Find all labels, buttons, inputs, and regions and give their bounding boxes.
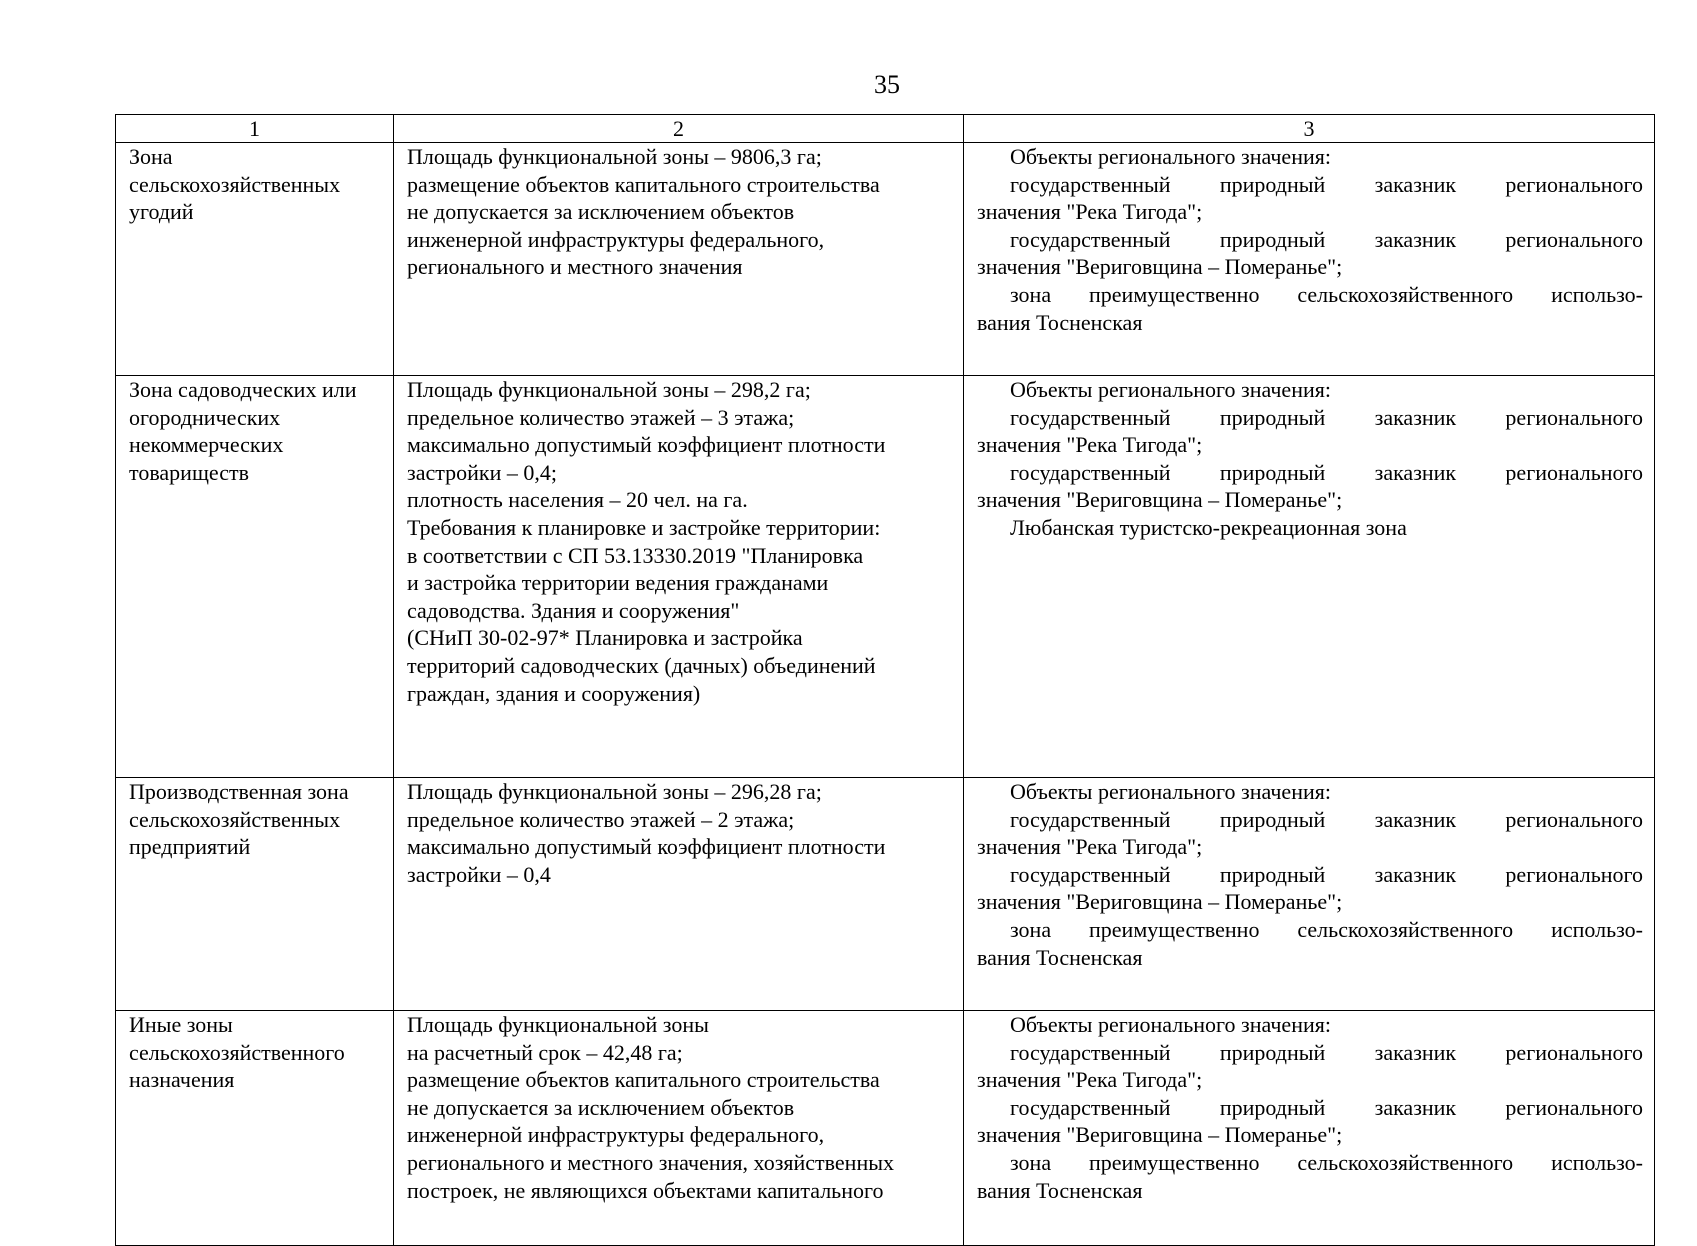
zone-parameter-line: плотность населения – 20 чел. на га. [407, 487, 748, 513]
regional-object-line: государственный природный заказник регионального [1010, 404, 1643, 430]
zone-parameters-cell [394, 143, 964, 376]
zone-parameter-line: (СНиП 30-02-97* Планировка и застройка [407, 625, 803, 651]
regional-object-line: Любанская туристско-рекреационная зона [1010, 514, 1407, 540]
zones-table-body [116, 115, 1655, 1246]
zone-parameter-line: Площадь функциональной зоны – 9806,3 га; [407, 144, 822, 169]
zone-name-cell [116, 376, 394, 778]
regional-object-line: значения "Река Тигода"; [977, 199, 1203, 225]
zone-parameters-cell [394, 376, 964, 778]
zone-name-line: предприятий [129, 834, 251, 860]
zone-name-cell [116, 1011, 394, 1246]
regional-object-line: государственный природный заказник регионального [1010, 459, 1643, 485]
zone-name-line: Производственная зона [129, 779, 349, 804]
table-row [116, 778, 1655, 1011]
regional-object-line: государственный природный заказник регионального [1010, 171, 1643, 197]
zone-parameter-line: застройки – 0,4 [407, 861, 551, 887]
column-number-3: 3 [964, 115, 1655, 143]
regional-object-line: зона преимущественно сельскохозяйственного использо- [1010, 281, 1643, 307]
zone-parameter-line: предельное количество этажей – 2 этажа; [407, 806, 795, 832]
column-number-2: 2 [394, 115, 964, 143]
zone-parameter-line: Площадь функциональной зоны [407, 1012, 709, 1037]
zone-parameter-line: предельное количество этажей – 3 этажа; [407, 404, 795, 430]
zone-parameter-line: максимально допустимый коэффициент плотности [407, 834, 886, 860]
regional-object-line: Объекты регионального значения: [1010, 377, 1331, 402]
table-header-row [116, 115, 1655, 143]
zone-name-line: некоммерческих [129, 432, 284, 458]
regional-object-line: вания Тосненская [977, 309, 1143, 335]
zone-name-line: назначения [129, 1067, 235, 1093]
zone-name-line: огороднических [129, 404, 281, 430]
regional-object-line: государственный природный заказник регионального [1010, 806, 1643, 832]
zone-parameter-line: граждан, здания и сооружения) [407, 680, 701, 706]
regional-object-line: Объекты регионального значения: [1010, 1012, 1331, 1037]
table-row [116, 1011, 1655, 1246]
zone-name-line: товариществ [129, 459, 249, 485]
zone-name-line: угодий [129, 199, 194, 225]
regional-object-line: значения "Вериговщина – Померанье"; [977, 889, 1343, 915]
zone-parameter-line: построек, не являющихся объектами капитального [407, 1177, 884, 1203]
zone-parameters-cell [394, 778, 964, 1011]
regional-object-line: Объекты регионального значения: [1010, 144, 1331, 169]
zones-table [115, 114, 1655, 1246]
regional-objects-cell [964, 1011, 1655, 1246]
regional-objects-cell [964, 778, 1655, 1011]
regional-object-line: государственный природный заказник регионального [1010, 1039, 1643, 1065]
zone-parameter-line: не допускается за исключением объектов [407, 1094, 795, 1120]
regional-object-line: зона преимущественно сельскохозяйственного использо- [1010, 1149, 1643, 1175]
zone-name-cell [116, 143, 394, 376]
zone-parameter-line: на расчетный срок – 42,48 га; [407, 1039, 683, 1065]
regional-object-line: зона преимущественно сельскохозяйственного использо- [1010, 916, 1643, 942]
regional-object-line: вания Тосненская [977, 1177, 1143, 1203]
regional-objects-cell [964, 376, 1655, 778]
zone-name-cell [116, 778, 394, 1011]
zone-parameter-line: застройки – 0,4; [407, 459, 557, 485]
regional-object-line: государственный природный заказник регионального [1010, 861, 1643, 887]
regional-object-line: государственный природный заказник регионального [1010, 1094, 1643, 1120]
zone-parameter-line: не допускается за исключением объектов [407, 199, 795, 225]
regional-object-line: значения "Вериговщина – Померанье"; [977, 487, 1343, 513]
zone-parameter-line: инженерной инфраструктуры федерального, [407, 1122, 825, 1148]
zone-name-line: Иные зоны [129, 1012, 233, 1037]
zone-parameter-line: Требования к планировке и застройке территории: [407, 514, 881, 540]
zone-parameter-line: садоводства. Здания и сооружения" [407, 597, 740, 623]
zone-name-line: Зона [129, 144, 173, 169]
zone-parameter-line: Площадь функциональной зоны – 296,28 га; [407, 779, 822, 804]
zone-parameter-line: максимально допустимый коэффициент плотности [407, 432, 886, 458]
zone-parameter-line: в соответствии с СП 53.13330.2019 "Планировка [407, 542, 864, 568]
regional-object-line: значения "Река Тигода"; [977, 432, 1203, 458]
zone-parameter-line: и застройка территории ведения гражданами [407, 570, 829, 596]
regional-object-line: государственный природный заказник регионального [1010, 226, 1643, 252]
regional-objects-cell [964, 143, 1655, 376]
table-row [116, 143, 1655, 376]
zone-parameter-line: регионального и местного значения [407, 254, 743, 280]
zone-parameter-line: Площадь функциональной зоны – 298,2 га; [407, 377, 811, 402]
page-number: 35 [874, 70, 900, 99]
regional-object-line: Объекты регионального значения: [1010, 779, 1331, 804]
regional-object-line: значения "Вериговщина – Померанье"; [977, 254, 1343, 280]
regional-object-line: значения "Река Тигода"; [977, 1067, 1203, 1093]
column-number-1: 1 [116, 115, 394, 143]
zone-parameter-line: регионального и местного значения, хозяйственных [407, 1149, 895, 1175]
regional-object-line: вания Тосненская [977, 944, 1143, 970]
zone-parameter-line: территорий садоводческих (дачных) объединений [407, 652, 876, 678]
zone-parameter-line: размещение объектов капитального строительства [407, 171, 880, 197]
zone-parameter-line: инженерной инфраструктуры федерального, [407, 226, 825, 252]
zone-parameters-cell [394, 1011, 964, 1246]
regional-object-line: значения "Река Тигода"; [977, 834, 1203, 860]
zone-name-line: сельскохозяйственных [129, 806, 341, 832]
zone-parameter-line: размещение объектов капитального строительства [407, 1067, 880, 1093]
zone-name-line: Зона садоводческих или [129, 377, 357, 402]
regional-object-line: значения "Вериговщина – Померанье"; [977, 1122, 1343, 1148]
zone-name-line: сельскохозяйственных [129, 171, 341, 197]
table-row [116, 376, 1655, 778]
zone-name-line: сельскохозяйственного [129, 1039, 345, 1065]
